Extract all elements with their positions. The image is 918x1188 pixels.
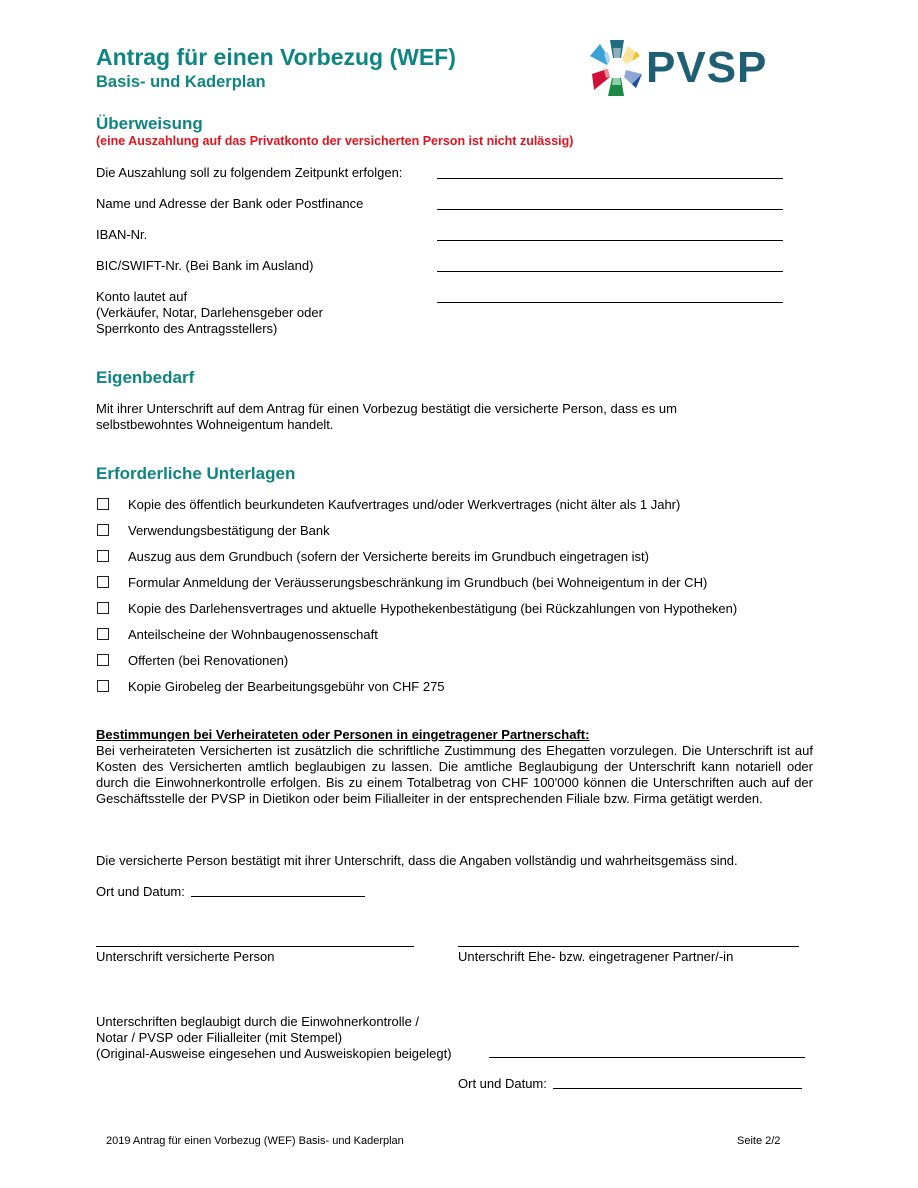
beglaubigung-ort-datum-input[interactable]	[553, 1088, 802, 1089]
logo-text: PVSP	[646, 43, 768, 92]
checkbox-girobeleg[interactable]	[97, 680, 109, 692]
beglaubigung-ort-datum-label: Ort und Datum:	[458, 1076, 547, 1091]
signature-label-versicherte-person: Unterschrift versicherte Person	[96, 949, 275, 964]
field-input-bank[interactable]	[437, 209, 783, 210]
checkbox-grundbuchauszug[interactable]	[97, 550, 109, 562]
checkbox-offerten[interactable]	[97, 654, 109, 666]
field-input-iban[interactable]	[437, 240, 783, 241]
section-heading-erforderliche-unterlagen: Erforderliche Unterlagen	[96, 464, 296, 483]
footer-page-number: Seite 2/2	[737, 1135, 781, 1147]
document-title: Antrag für einen Vorbezug (WEF)	[96, 44, 456, 70]
signature-line-versicherte-person[interactable]	[96, 946, 414, 947]
section-heading-eigenbedarf: Eigenbedarf	[96, 368, 195, 387]
signature-line-partner[interactable]	[458, 946, 799, 947]
eigenbedarf-text-line1: Mit ihrer Unterschrift auf dem Antrag für einen Vorbezug bestätigt die versicherte Person, dass es um	[96, 401, 677, 416]
checkbox-label-anteilscheine: Anteilscheine der Wohnbaugenossenschaft	[128, 627, 378, 642]
field-input-zeitpunkt[interactable]	[437, 178, 783, 179]
checkbox-label-grundbuchauszug: Auszug aus dem Grundbuch (sofern der Versicherte bereits im Grundbuch eingetragen ist)	[128, 549, 649, 564]
field-input-bic-swift[interactable]	[437, 271, 783, 272]
checkbox-label-girobeleg: Kopie Girobeleg der Bearbeitungsgebühr von CHF 275	[128, 679, 445, 694]
checkbox-label-kaufvertrag: Kopie des öffentlich beurkundeten Kaufvertrages und/oder Werkvertrages (nicht älter als 1 Jahr)	[128, 497, 681, 512]
bestaetigung-text: Die versicherte Person bestätigt mit ihrer Unterschrift, dass die Angaben vollständig und wahrheitsgemäss sind.	[96, 853, 738, 868]
field-label-konto-lautet-auf	[96, 289, 323, 337]
field-label-bank: Name und Adresse der Bank oder Postfinance	[96, 196, 364, 211]
bestimmungen-heading: Bestimmungen bei Verheirateten oder Personen in eingetragener Partnerschaft:	[96, 727, 590, 742]
signature-label-partner: Unterschrift Ehe- bzw. eingetragener Partner/-in	[458, 949, 734, 964]
pvsp-logo	[586, 38, 786, 98]
eigenbedarf-text-line2: selbstbewohntes Wohneigentum handelt.	[96, 417, 334, 432]
checkbox-darlehensvertrag[interactable]	[97, 602, 109, 614]
checkbox-anteilscheine[interactable]	[97, 628, 109, 640]
field-label-bic-swift: BIC/SWIFT-Nr. (Bei Bank im Ausland)	[96, 258, 314, 273]
checkbox-kaufvertrag[interactable]	[97, 498, 109, 510]
beglaubigung-text	[96, 1014, 452, 1062]
checkbox-label-offerten: Offerten (bei Renovationen)	[128, 653, 289, 668]
field-label-konto-line2: (Verkäufer, Notar, Darlehensgeber oder	[96, 305, 323, 320]
checkbox-label-veraeusserungsbeschraenkung: Formular Anmeldung der Veräusserungsbeschränkung im Grundbuch (bei Wohneigentum in der CH)	[128, 575, 708, 590]
field-input-konto-lautet-auf[interactable]	[437, 302, 783, 303]
checkbox-verwendungsbestaetigung[interactable]	[97, 524, 109, 536]
ueberweisung-warning: (eine Auszahlung auf das Privatkonto der versicherten Person ist nicht zulässig)	[96, 134, 574, 148]
ort-datum-input[interactable]	[191, 896, 365, 897]
ort-datum-label: Ort und Datum:	[96, 884, 185, 899]
pvsp-flower-logo-icon	[586, 38, 646, 98]
document-subtitle: Basis- und Kaderplan	[96, 73, 266, 91]
checkbox-label-darlehensvertrag: Kopie des Darlehensvertrages und aktuelle Hypothekenbestätigung (bei Rückzahlungen von Hypotheken)	[128, 601, 738, 616]
beglaubigung-signature-line[interactable]	[489, 1057, 805, 1058]
beglaubigung-line3: (Original-Ausweise eingesehen und Ausweiskopien beigelegt)	[96, 1046, 452, 1061]
bestimmungen-text: Bei verheirateten Versicherten ist zusätzlich die schriftliche Zustimmung des Ehegatten vorzulegen. Die Unterschrift ist auf Kosten des Versicherten amtlich beglaubigen zu lassen. Die amtliche Beglaubigung der Unterschrift kann notariell oder durch die Einwohnerkontrolle erfolgen. Bis zu einem Totalbetrag von CHF 100'000 können die Unterschriften auch auf der Geschäftsstelle der PVSP in Dietikon oder beim Filialleiter in der entsprechenden Filiale bzw. Firma getätigt werden.	[96, 743, 813, 806]
field-label-konto-line3: Sperrkonto des Antragsstellers)	[96, 321, 278, 336]
field-label-zeitpunkt: Die Auszahlung soll zu folgendem Zeitpunkt erfolgen:	[96, 165, 403, 180]
bestimmungen-block	[96, 727, 813, 807]
field-label-konto-line1: Konto lautet auf	[96, 289, 188, 304]
checkbox-label-verwendungsbestaetigung: Verwendungsbestätigung der Bank	[128, 523, 330, 538]
beglaubigung-line2: Notar / PVSP oder Filialleiter (mit Stempel)	[96, 1030, 343, 1045]
eigenbedarf-text	[96, 401, 677, 433]
footer-document-name: 2019 Antrag für einen Vorbezug (WEF) Basis- und Kaderplan	[106, 1135, 404, 1147]
section-heading-ueberweisung: Überweisung	[96, 114, 203, 133]
checkbox-veraeusserungsbeschraenkung[interactable]	[97, 576, 109, 588]
beglaubigung-line1: Unterschriften beglaubigt durch die Einwohnerkontrolle /	[96, 1014, 420, 1029]
field-label-iban: IBAN-Nr.	[96, 227, 148, 242]
